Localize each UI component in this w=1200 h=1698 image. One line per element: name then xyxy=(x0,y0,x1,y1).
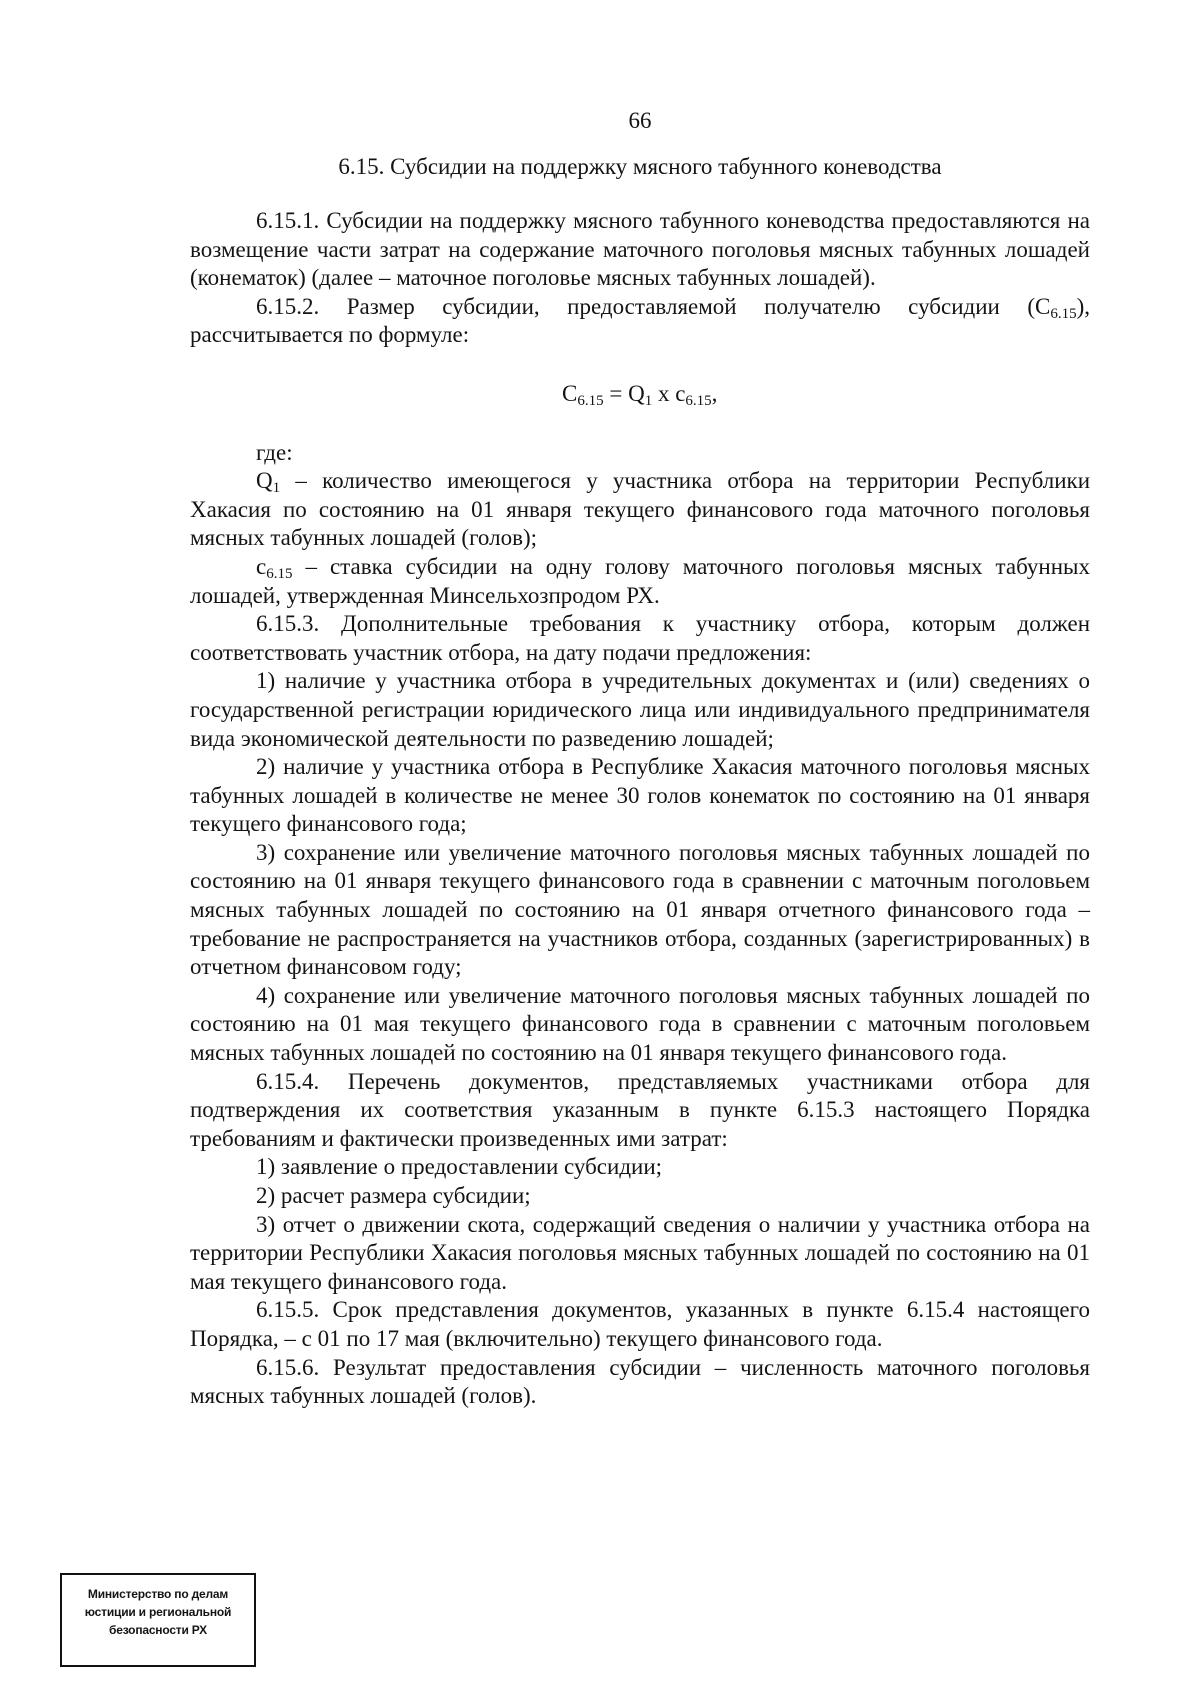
where-label: где: xyxy=(256,439,293,465)
stamp-line-2: юстиции и региональной xyxy=(84,1605,232,1619)
p2-subscript: 6.15 xyxy=(1050,305,1077,322)
section-heading: 6.15. Субсидии на поддержку мясного табунного коневодства xyxy=(338,154,942,179)
requirement-2: 2) наличие у участника отбора в Республике Хакасия маточного поголовья мясных табунных лошадей в количестве не менее 30 голов конематок по состоянию на 01 января текущего финансового года; xyxy=(190,754,1090,837)
definition-c xyxy=(190,553,1090,610)
document-item-3: 3) отчет о движении скота, содержащий сведения о наличии у участника отбора на территории Республики Хакасия поголовья мясных табунных лошадей по состоянию на 01 мая текущего финансового года. xyxy=(190,1211,1090,1294)
c-variable: с xyxy=(256,553,267,579)
page-number: 66 xyxy=(628,108,652,133)
p2-text-pre: 6.15.2. Размер субсидии, предоставляемой получателю субсидии (С xyxy=(256,293,1051,319)
formula-times-rate: х с xyxy=(652,380,686,406)
requirement-3: 3) сохранение или увеличение маточного поголовья мясных табунных лошадей по состоянию на 01 января текущего финансового года в сравнении с маточным поголовьем мясных табунных лошадей по состоянию на 01 января отчетного финансового года – требование не распространяется на участников отбора, созданных (зарегистрированных) в отчетном финансовом году; xyxy=(190,839,1090,980)
formula-rate-subscript: 6.15 xyxy=(685,392,712,409)
formula-equals-q: = Q xyxy=(603,380,645,406)
document-item-2: 2) расчет размера субсидии; xyxy=(256,1183,531,1208)
paragraph-6-15-4: 6.15.4. Перечень документов, представляемых участниками отбора для подтверждения их соответствия указанным в пункте 6.15.3 настоящего Порядка требованиям и фактически произведенных ими затрат: xyxy=(190,1068,1090,1151)
paragraph-6-15-6: 6.15.6. Результат предоставления субсидии – численность маточного поголовья мясных табунных лошадей (голов). xyxy=(190,1354,1090,1409)
definition-q xyxy=(190,467,1090,553)
paragraph-6-15-5: 6.15.5. Срок представления документов, указанных в пункте 6.15.4 настоящего Порядка, – с 01 по 17 мая (включительно) текущего финансового года. xyxy=(190,1297,1090,1351)
requirement-1: 1) наличие у участника отбора в учредительных документах и (или) сведениях о государственной регистрации юридического лица или индивидуального предпринимателя вида экономической деятельности по разведению лошадей; xyxy=(190,668,1090,751)
formula-c-subscript: 6.15 xyxy=(577,392,604,409)
q-definition-text: – количество имеющегося у участника отбора на территории Республики Хакасия по состоянию на 01 января текущего финансового года маточного поголовья мясных табунных лошадей (голов); xyxy=(190,468,1090,551)
paragraph-6-15-1: 6.15.1. Субсидии на поддержку мясного табунного коневодства предоставляются на возмещение части затрат на содержание маточного поголовья мясных табунных лошадей (конематок) (далее – маточное поголовье мясных табунных лошадей). xyxy=(190,208,1090,291)
stamp-line-1: Министерство по делам xyxy=(87,1587,229,1601)
q-subscript: 1 xyxy=(272,480,281,497)
p2-text-post: ), рассчитывается по формуле: xyxy=(190,293,1090,348)
c-definition-text: – ставка субсидии на одну голову маточного поголовья мясных табунных лошадей, утвержденная Минсельхозпродом РХ. xyxy=(190,553,1090,608)
formula-c: С xyxy=(562,380,578,406)
formula xyxy=(190,380,1090,409)
q-variable: Q xyxy=(256,468,273,494)
formula-end: , xyxy=(711,380,718,406)
document-item-1: 1) заявление о предоставлении субсидии; xyxy=(256,1154,663,1180)
paragraph-6-15-2 xyxy=(190,293,1090,350)
requirement-4: 4) сохранение или увеличение маточного поголовья мясных табунных лошадей по состоянию на 01 мая текущего финансового года в сравнении с маточным поголовьем мясных табунных лошадей по состоянию на 01 января текущего финансового года. xyxy=(190,982,1090,1066)
document-body xyxy=(190,207,1090,1411)
ministry-stamp xyxy=(60,1573,256,1667)
c-subscript: 6.15 xyxy=(266,565,293,582)
stamp-line-3: безопасности РХ xyxy=(109,1623,207,1637)
formula-q-subscript: 1 xyxy=(644,392,653,409)
paragraph-6-15-3: 6.15.3. Дополнительные требования к участнику отбора, которым должен соответствовать участник отбора, на дату подачи предложения: xyxy=(190,611,1090,665)
